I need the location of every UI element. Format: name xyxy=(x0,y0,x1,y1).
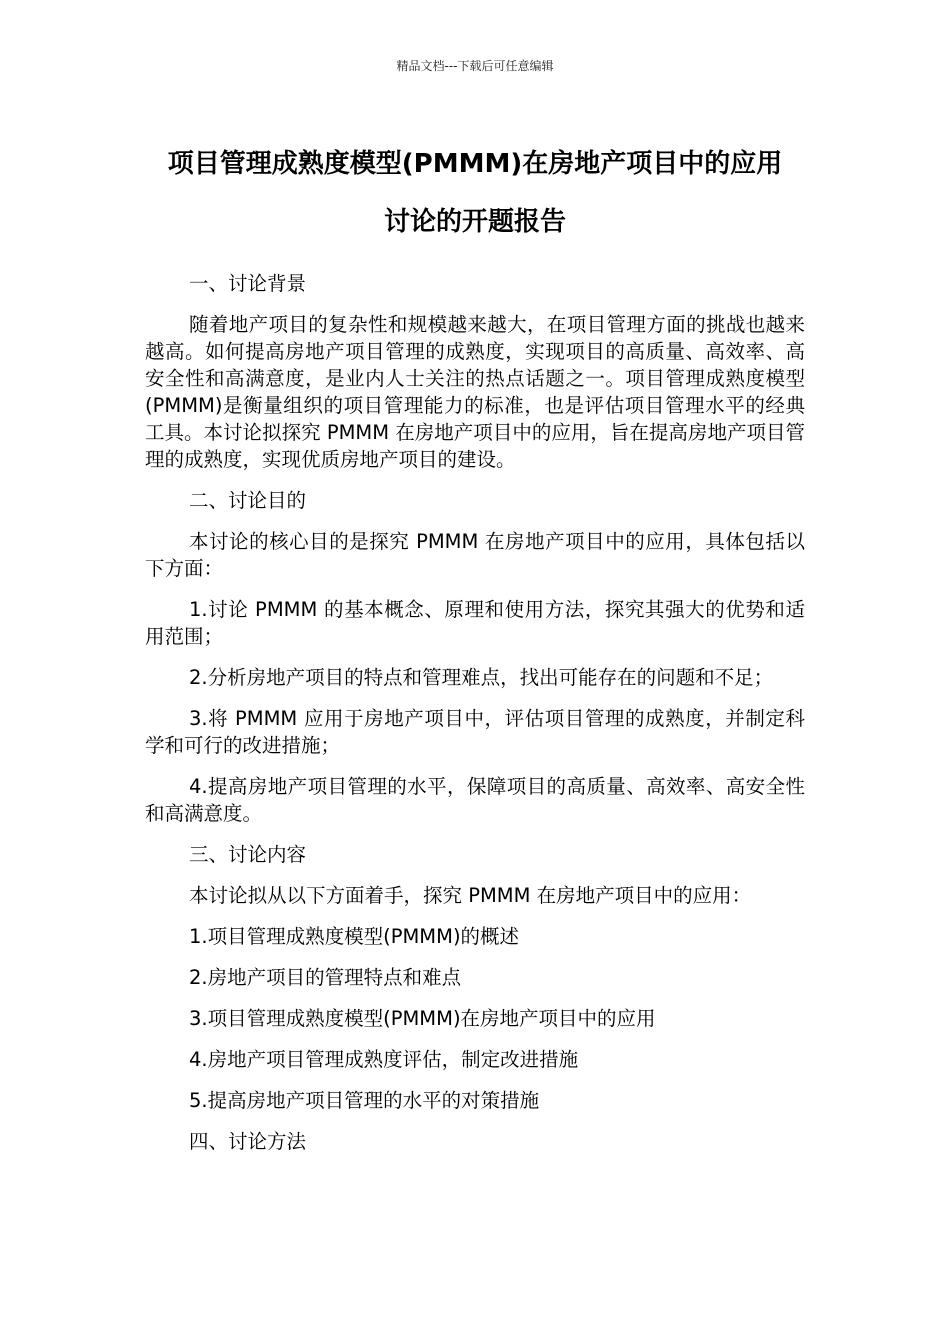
purpose-item: 2.分析房地产项目的特点和管理难点，找出可能存在的问题和不足； xyxy=(189,666,774,689)
header-note: 精品文档---下载后可任意编辑 xyxy=(396,59,554,73)
document-body xyxy=(145,270,805,1169)
purpose-item: 4.提高房地产项目管理的水平，保障项目的高质量、高效率、高安全性和高满意度。 xyxy=(145,775,805,825)
title-line-2: 讨论的开题报告 xyxy=(383,207,566,237)
section-heading-method: 四、讨论方法 xyxy=(189,1130,307,1153)
title-line-1: 项目管理成熟度模型(PMMM)在房地产项目中的应用 xyxy=(167,149,783,179)
document-title xyxy=(100,135,850,251)
section-heading-purpose: 二、讨论目的 xyxy=(189,489,307,512)
section-heading-background: 一、讨论背景 xyxy=(189,272,307,295)
content-item: 3.项目管理成熟度模型(PMMM)在房地产项目中的应用 xyxy=(189,1007,656,1030)
content-item: 1.项目管理成熟度模型(PMMM)的概述 xyxy=(189,925,520,948)
section-heading-content: 三、讨论内容 xyxy=(189,843,307,866)
content-item: 2.房地产项目的管理特点和难点 xyxy=(189,966,462,989)
purpose-item: 1.讨论 PMMM 的基本概念、原理和使用方法，探究其强大的优势和适用范围； xyxy=(145,598,805,648)
content-item: 5.提高房地产项目管理的水平的对策措施 xyxy=(189,1089,540,1112)
content-intro: 本讨论拟从以下方面着手，探究 PMMM 在房地产项目中的应用： xyxy=(189,884,752,907)
background-paragraph: 随着地产项目的复杂性和规模越来越大，在项目管理方面的挑战也越来越高。如何提高房地产项目管理的成熟度，实现项目的高质量、高效率、高安全性和高满意度，是业内人士关注的热点话题之一。项目管理成熟度模型(PMMM)是衡量组织的项目管理能力的标准，也是评估项目管理水平的经典工具。本讨论拟探究 PMMM 在房地产项目中的应用，旨在提高房地产项目管理的成熟度，实现优质房地产项目的建设。 xyxy=(145,313,805,471)
purpose-intro: 本讨论的核心目的是探究 PMMM 在房地产项目中的应用，具体包括以下方面： xyxy=(145,530,805,580)
purpose-item: 3.将 PMMM 应用于房地产项目中，评估项目管理的成熟度，并制定科学和可行的改进措施； xyxy=(145,707,805,757)
content-item: 4.房地产项目管理成熟度评估，制定改进措施 xyxy=(189,1048,579,1071)
